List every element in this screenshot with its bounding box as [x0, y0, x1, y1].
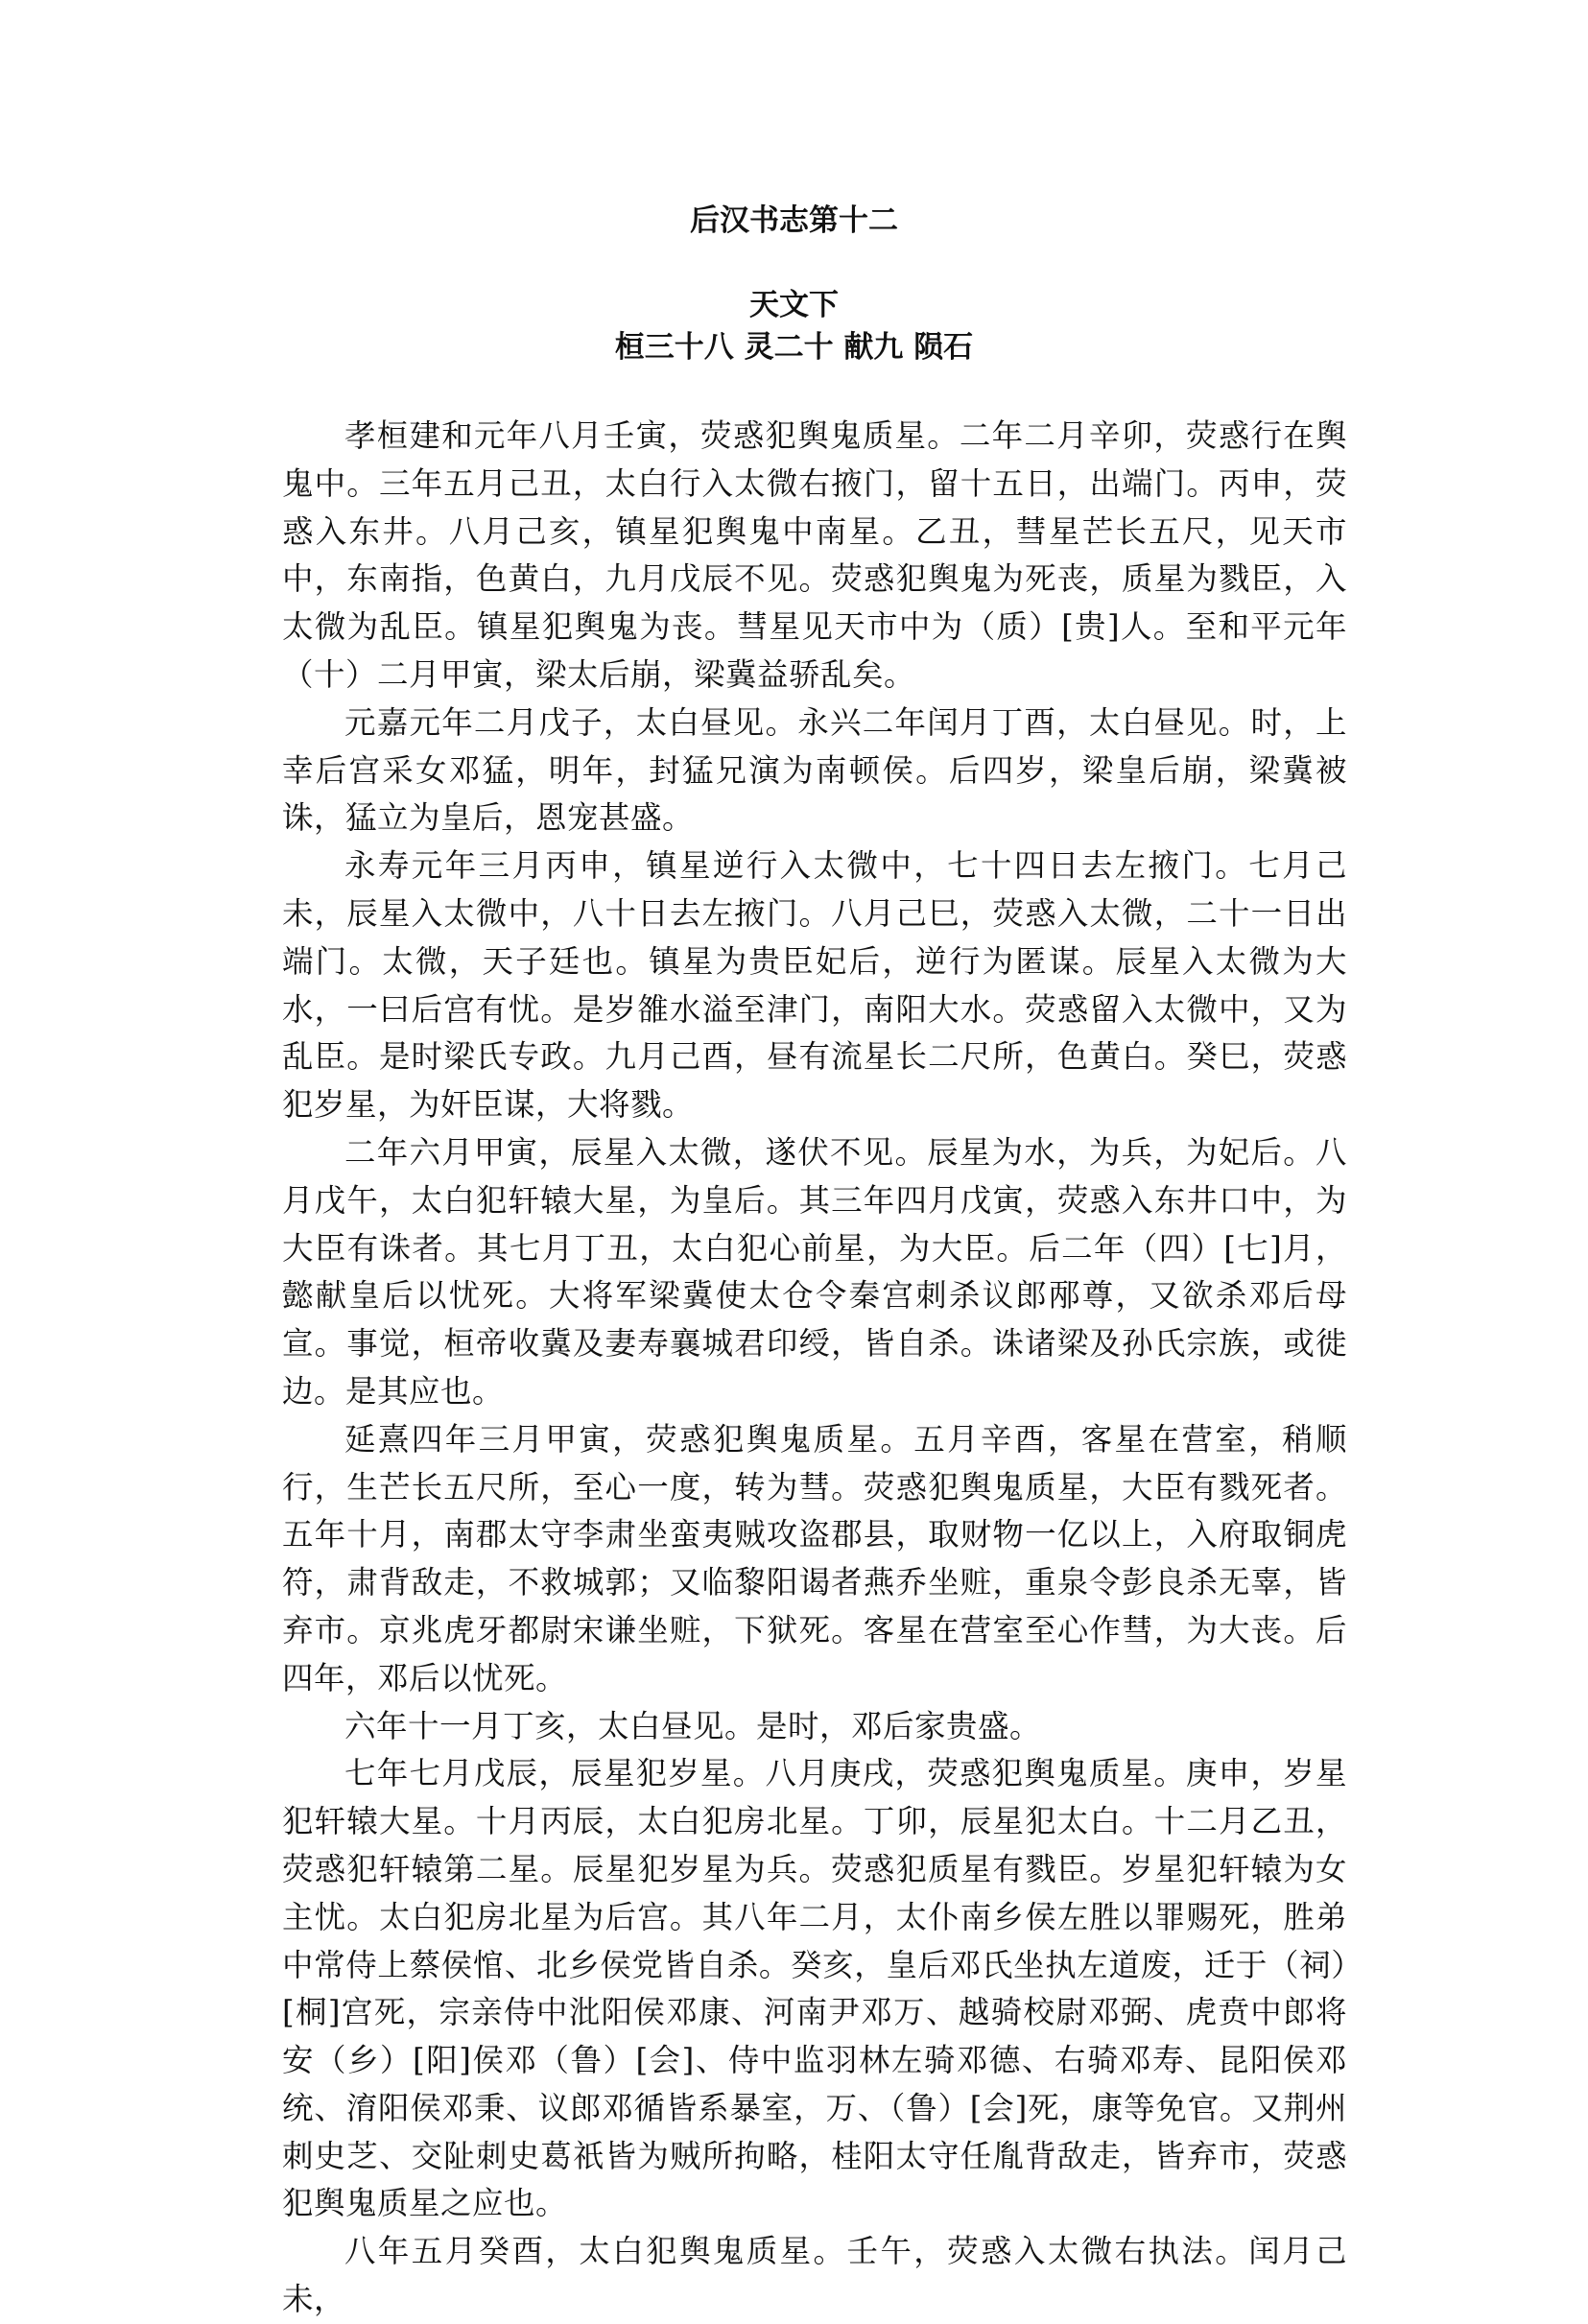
- body-text: [282, 413, 1347, 2324]
- document-title: 后汉书志第十二: [690, 203, 898, 238]
- paragraph: 孝桓建和元年八月壬寅，荧惑犯舆鬼质星。二年二月辛卯，荧惑行在舆鬼中。三年五月己丑，太白行入太微右掖门，留十五日，出端门。丙申，荧惑入东井。八月己亥，镇星犯舆鬼中南星。乙丑，彗星芒长五尺，见天市中，东南指，色黄白，九月戊辰不见。荧惑犯舆鬼为死丧，质星为戮臣，入太微为乱臣。镇星犯舆鬼为丧。彗星见天市中为（质）[贵]人。至和平元年（十）二月甲寅，梁太后崩，梁冀益骄乱矣。: [282, 417, 1347, 693]
- paragraph: 永寿元年三月丙申，镇星逆行入太微中，七十四日去左掖门。七月己未，辰星入太微中，八十日去左掖门。八月己巳，荧惑入太微，二十一日出端门。太微，天子廷也。镇星为贵臣妃后，逆行为匿谋。辰星入太微为大水，一曰后宫有忧。是岁雒水溢至津门，南阳大水。荧惑留入太微中，又为乱臣。是时梁氏专政。九月己酉，昼有流星长二尺所，色黄白。癸巳，荧惑犯岁星，为奸臣谋，大将戮。: [282, 847, 1347, 1124]
- paragraph: 延熹四年三月甲寅，荧惑犯舆鬼质星。五月辛酉，客星在营室，稍顺行，生芒长五尺所，至心一度，转为彗。荧惑犯舆鬼质星，大臣有戮死者。五年十月，南郡太守李肃坐蛮夷贼攻盗郡县，取财物一亿以上，入府取铜虎符，肃背敌走，不救城郭；又临黎阳谒者燕乔坐赃，重泉令彭良杀无辜，皆弃市。京兆虎牙都尉宋谦坐赃，下狱死。客星在营室至心作彗，为大丧。后四年，邓后以忧死。: [282, 1420, 1347, 1696]
- paragraph: 六年十一月丁亥，太白昼见。是时，邓后家贵盛。: [344, 1707, 1042, 1744]
- section-heading: 天文下: [749, 288, 839, 322]
- paragraph: 七年七月戊辰，辰星犯岁星。八月庚戌，荧惑犯舆鬼质星。庚申，岁星犯轩辕大星。十月丙辰，太白犯房北星。丁卯，辰星犯太白。十二月乙丑，荧惑犯轩辕第二星。辰星犯岁星为兵。荧惑犯质星有戮臣。岁星犯轩辕为女主忧。太白犯房北星为后宫。其八年二月，太仆南乡侯左胜以罪赐死，胜弟中常侍上蔡侯悺、北乡侯党皆自杀。癸亥，皇后邓氏坐执左道废，迁于（祠）[桐]宫死，宗亲侍中沘阳侯邓康、河南尹邓万、越骑校尉邓弼、虎贲中郎将安（乡）[阳]侯邓（鲁）[会]、侍中监羽林左骑邓德、右骑邓寿、昆阳侯邓统、淯阳侯邓秉、议郎邓循皆系暴室，万、（鲁）[会]死，康等免官。又荆州刺史芝、交阯刺史葛祇皆为贼所拘略，桂阳太守任胤背敌走，皆弃市，荧惑犯舆鬼质星之应也。: [282, 1755, 1347, 2222]
- paragraph: 二年六月甲寅，辰星入太微，遂伏不见。辰星为水，为兵，为妃后。八月戊午，太白犯轩辕大星，为皇后。其三年四月戊寅，荧惑入东井口中，为大臣有诛者。其七月丁丑，太白犯心前星，为大臣。后二年（四）[七]月，懿献皇后以忧死。大将军梁冀使太仓令秦宫刺杀议郎邴尊，又欲杀邓后母宣。事觉，桓帝收冀及妻寿襄城君印绶，皆自杀。诛诸梁及孙氏宗族，或徙边。是其应也。: [282, 1133, 1347, 1410]
- paragraph: 元嘉元年二月戊子，太白昼见。永兴二年闰月丁酉，太白昼见。时，上幸后宫采女邓猛，明年，封猛兄演为南顿侯。后四岁，梁皇后崩，梁冀被诛，猛立为皇后，恩宠甚盛。: [282, 703, 1347, 837]
- subsection-heading: 桓三十八 灵二十 献九 陨石: [614, 330, 974, 365]
- paragraph: 八年五月癸酉，太白犯舆鬼质星。壬午，荧惑入太微右执法。闰月己未，: [282, 2233, 1347, 2318]
